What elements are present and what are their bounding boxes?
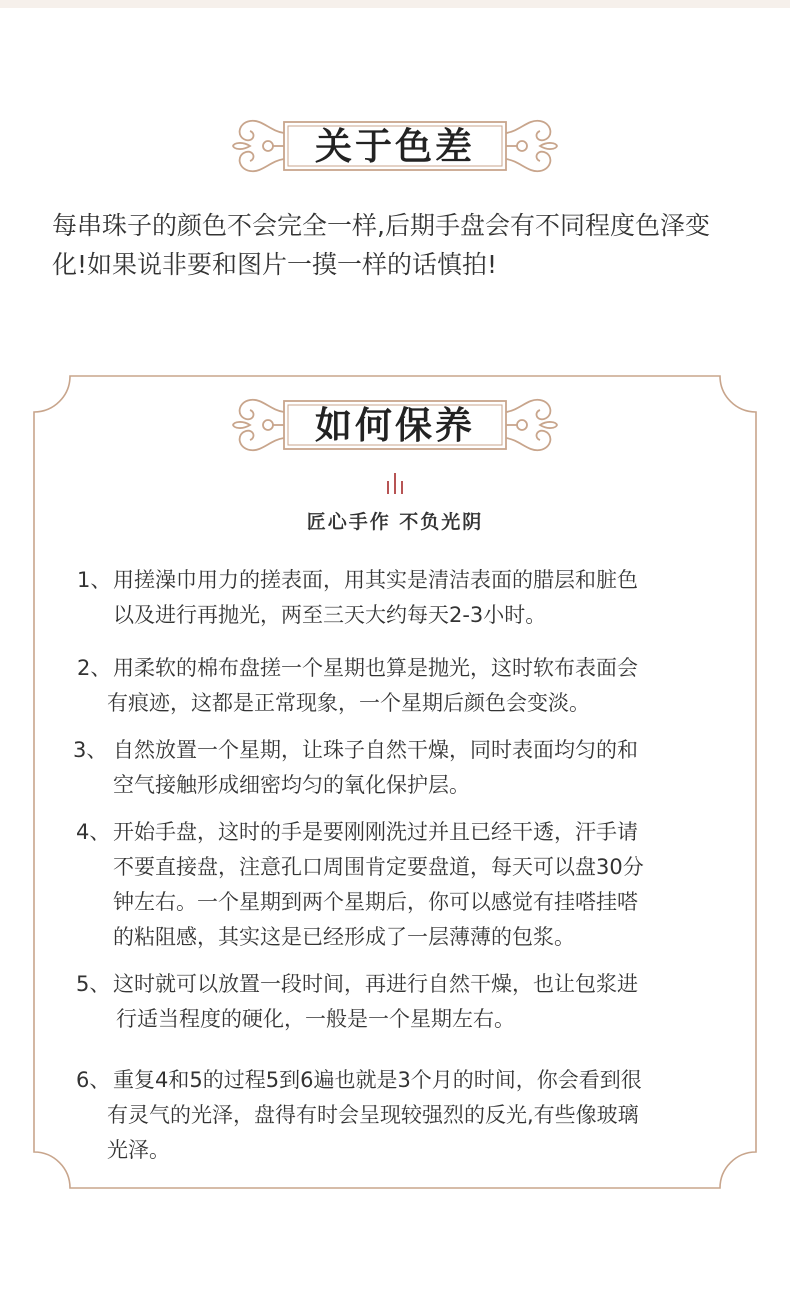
care-title-banner bbox=[230, 392, 560, 458]
step-line: 这时就可以放置一段时间，再进行自然干燥，也让包浆进 bbox=[113, 972, 638, 996]
top-strip bbox=[0, 0, 790, 8]
step-number: 5、 bbox=[76, 972, 111, 996]
color-title-banner bbox=[230, 113, 560, 179]
step-line: 以及进行再抛光，两至三天大约每天2-3小时。 bbox=[113, 603, 547, 627]
step-line: 重复4和5的过程5到6遍也就是3个月的时间，你会看到很 bbox=[113, 1068, 642, 1092]
color-section-title: 关于色差 bbox=[315, 124, 475, 168]
step-line: 有痕迹，这都是正常现象，一个星期后颜色会变淡。 bbox=[107, 691, 590, 715]
decorative-lines-icon bbox=[386, 472, 404, 496]
color-paragraph-line: 每串珠子的颜色不会完全一样,后期手盘会有不同程度色泽变 bbox=[52, 211, 710, 240]
step-line: 空气接触形成细密均匀的氧化保护层。 bbox=[113, 773, 470, 797]
step-line: 自然放置一个星期，让珠子自然干燥，同时表面均匀的和 bbox=[113, 738, 638, 762]
color-paragraph-line: 化!如果说非要和图片一摸一样的话慎拍! bbox=[52, 250, 498, 279]
care-slogan: 匠心手作 不负光阴 bbox=[306, 511, 484, 533]
step-line: 行适当程度的硬化，一般是一个星期左右。 bbox=[116, 1007, 515, 1031]
care-step-6 bbox=[76, 1063, 642, 1168]
care-step-2 bbox=[77, 651, 638, 721]
step-line: 用搓澡巾用力的搓表面，用其实是清洁表面的腊层和脏色 bbox=[113, 568, 638, 592]
step-line: 有灵气的光泽，盘得有时会呈现较强烈的反光,有些像玻璃 bbox=[107, 1103, 639, 1127]
care-step-1 bbox=[77, 563, 638, 633]
care-step-4 bbox=[76, 815, 644, 955]
step-number: 6、 bbox=[76, 1068, 111, 1092]
step-number: 4、 bbox=[76, 820, 111, 844]
step-line: 的粘阻感，其实这是已经形成了一层薄薄的包浆。 bbox=[113, 925, 575, 949]
step-line: 钟左右。一个星期到两个星期后，你可以感觉有挂嗒挂嗒 bbox=[113, 890, 638, 914]
step-line: 光泽。 bbox=[107, 1138, 170, 1162]
step-number: 3、 bbox=[73, 738, 108, 762]
care-step-5 bbox=[76, 967, 638, 1037]
step-line: 用柔软的棉布盘搓一个星期也算是抛光，这时软布表面会 bbox=[113, 656, 638, 680]
step-line: 开始手盘，这时的手是要刚刚洗过并且已经干透，汗手请 bbox=[113, 820, 638, 844]
color-paragraph bbox=[52, 206, 752, 284]
care-section-title: 如何保养 bbox=[315, 403, 475, 447]
step-number: 1、 bbox=[77, 568, 112, 592]
step-line: 不要直接盘，注意孔口周围肯定要盘道，每天可以盘30分 bbox=[113, 855, 644, 879]
care-step-3 bbox=[73, 733, 638, 803]
step-number: 2、 bbox=[77, 656, 112, 680]
